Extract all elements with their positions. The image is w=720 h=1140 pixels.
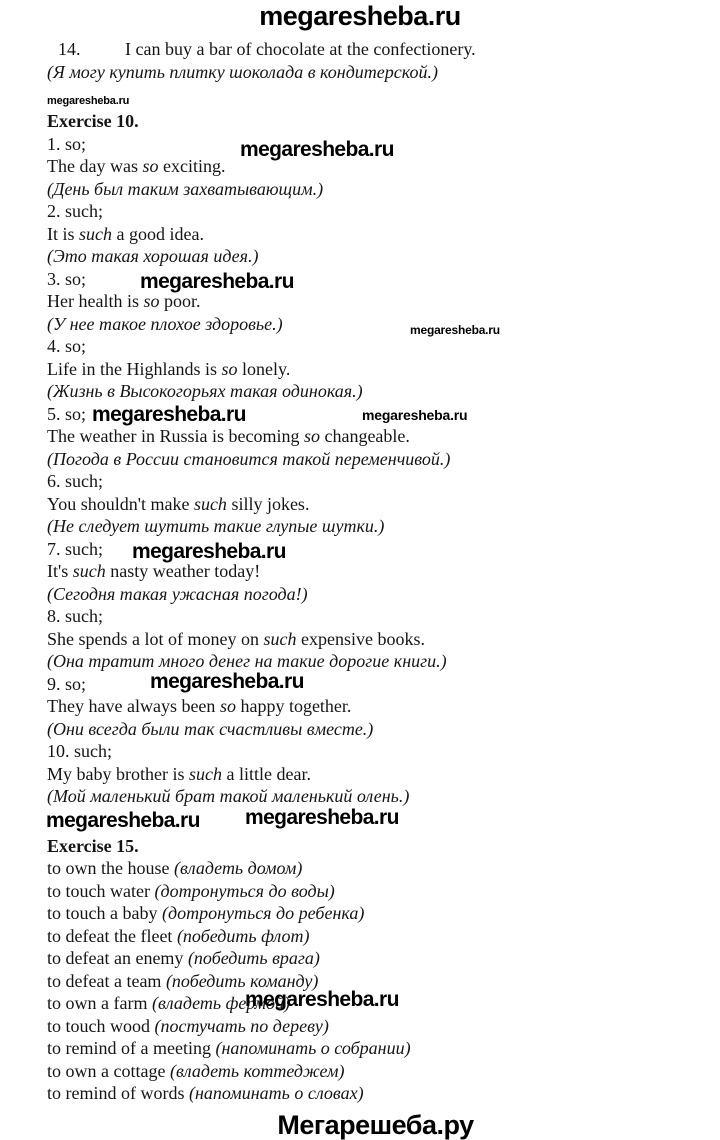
item-14-number: 14. <box>58 39 81 59</box>
phrase-translation: (напоминать о собрании) <box>215 1038 411 1058</box>
phrase-translation: (дотронуться до воды) <box>154 880 335 901</box>
sentence-post: poor. <box>159 291 201 311</box>
answer-number: 2. <box>47 201 61 221</box>
answer-number: 1. <box>47 133 61 154</box>
translation-line: (Погода в России становится такой переменчивой.) <box>47 448 451 469</box>
phrase-translation: (постучать по дереву) <box>154 1015 329 1036</box>
item-14-row <box>47 38 704 61</box>
sentence-line <box>47 358 704 381</box>
item-14-sentence: I can buy a bar of chocolate at the confectionery. <box>125 39 476 59</box>
phrase-line <box>47 1082 704 1105</box>
sentence-pre: It is <box>47 223 80 244</box>
sentence-line <box>47 425 704 448</box>
exercise-10-title: Exercise 10. <box>47 111 139 131</box>
phrase-translation: (победить команду) <box>165 970 319 991</box>
phrase-text: to own a cottage <box>47 1060 166 1081</box>
phrase-line <box>47 1037 704 1060</box>
answer-line <box>47 335 704 358</box>
answer-value: such; <box>65 538 103 559</box>
sentence-post: expensive books. <box>296 628 425 649</box>
watermark-logo: megaresheba.ru <box>362 407 468 423</box>
phrase-translation: (владеть домом) <box>173 858 303 878</box>
sentence-post: nasty weather today! <box>105 561 261 581</box>
answer-line <box>47 605 704 628</box>
translation-line: (Жизнь в Высокогорьях такая одинокая.) <box>47 381 363 401</box>
translation-line: (Не следует шутить такие глупые шутки.) <box>47 516 385 536</box>
sentence-post: a good idea. <box>112 223 204 244</box>
answer-line <box>47 470 704 493</box>
answer-line <box>47 740 704 763</box>
watermark-logo: megaresheba.ru <box>410 323 500 337</box>
sentence-line <box>47 223 704 246</box>
answer-value: so; <box>65 403 87 424</box>
watermark-logo: megaresheba.ru <box>240 138 394 161</box>
translation-line: (Она тратит много денег на такие дорогие книги.) <box>47 651 447 671</box>
phrase-translation: (победить врага) <box>187 948 320 968</box>
phrase-line <box>47 880 704 903</box>
sentence-line <box>47 695 704 718</box>
phrase-text: to own a farm <box>47 993 148 1013</box>
item-14-translation: (Я могу купить плитку шоколада в кондитерской.) <box>47 61 439 82</box>
sentence-post: silly jokes. <box>226 493 310 514</box>
sentence-pre: It's <box>47 561 73 581</box>
phrase-text: to remind of a meeting <box>47 1038 211 1058</box>
answer-value: such; <box>65 201 103 221</box>
sentence-line <box>47 290 704 313</box>
translation-line: (Они всегда были так счастливы вместе.) <box>47 718 374 739</box>
watermark-logo: megaresheba.ru <box>245 806 399 829</box>
answer-number: 4. <box>47 336 61 356</box>
document-content <box>0 38 720 1139</box>
translation-line: (День был таким захватывающим.) <box>47 178 324 199</box>
phrase-line <box>47 902 704 925</box>
emphasis-word: so <box>142 156 159 176</box>
phrase-translation: (дотронуться до ребенка) <box>161 903 365 923</box>
phrase-translation: (владеть коттеджем) <box>169 1060 345 1081</box>
sentence-pre: They have always been <box>47 696 220 716</box>
phrase-translation: (напоминать о словах) <box>188 1083 364 1103</box>
translation-line: (У нее такое плохое здоровье.) <box>47 313 283 334</box>
watermark-logo: megaresheba.ru <box>150 670 304 693</box>
answer-number: 10. <box>47 741 70 761</box>
phrase-line <box>47 925 704 948</box>
sentence-pre: The weather in Russia is becoming <box>47 426 304 446</box>
translation-line: (Сегодня такая ужасная погода!) <box>47 583 308 604</box>
phrase-text: to touch water <box>47 880 150 901</box>
phrase-text: to own the house <box>47 858 170 878</box>
answer-value: such; <box>65 471 103 491</box>
sentence-pre: The day was <box>47 156 143 176</box>
answer-number: 8. <box>47 606 61 626</box>
sentence-line <box>47 493 704 516</box>
phrase-text: to touch wood <box>47 1015 150 1036</box>
translation-line: (Это такая хорошая идея.) <box>47 246 259 266</box>
emphasis-word: such <box>193 493 227 514</box>
phrase-line <box>47 857 704 880</box>
phrase-translation: (победить флот) <box>176 925 310 946</box>
phrase-line <box>47 1060 704 1083</box>
watermark-logo: megaresheba.ru <box>47 95 130 107</box>
answer-value: so; <box>65 133 87 154</box>
phrase-line <box>47 1015 704 1038</box>
watermark-logo: megaresheba.ru <box>92 403 246 426</box>
sentence-line <box>47 628 704 651</box>
emphasis-word: so <box>303 426 320 446</box>
phrase-text: to defeat the fleet <box>47 925 173 946</box>
emphasis-word: such <box>79 223 113 244</box>
emphasis-word: so <box>143 291 160 311</box>
phrase-text: to remind of words <box>47 1083 185 1103</box>
answer-value: such; <box>74 741 112 761</box>
sentence-pre: My baby brother is <box>47 763 189 784</box>
sentence-post: exciting. <box>158 156 226 176</box>
answer-number: 6. <box>47 471 61 491</box>
emphasis-word: so <box>221 358 238 379</box>
answer-number: 3. <box>47 268 61 289</box>
sentence-pre: Life in the Highlands is <box>47 358 222 379</box>
site-logo-footer: Мегарешеба.ру <box>277 1109 474 1140</box>
answer-value: so; <box>65 336 87 356</box>
emphasis-word: such <box>72 561 106 581</box>
watermark-logo: megaresheba.ru <box>140 270 294 293</box>
translation-line: (Мой маленький брат такой маленький олень.) <box>47 786 410 806</box>
answer-line <box>47 200 704 223</box>
answer-number: 9. <box>47 673 61 694</box>
answer-number: 5. <box>47 403 61 424</box>
answer-line <box>47 670 704 696</box>
sentence-line <box>47 560 704 583</box>
watermark-logo: megaresheba.ru <box>132 540 286 563</box>
answer-value: so; <box>65 268 87 289</box>
exercise-15-title: Exercise 15. <box>47 835 139 856</box>
emphasis-word: such <box>188 763 222 784</box>
sentence-post: happy together. <box>235 696 352 716</box>
sentence-pre: She spends a lot of money on <box>47 628 264 649</box>
sentence-pre: Her health is <box>47 291 144 311</box>
emphasis-word: so <box>219 696 236 716</box>
watermark-logo: megaresheba.ru <box>46 809 200 832</box>
sentence-pre: You shouldn't make <box>47 493 194 514</box>
phrase-text: to defeat a team <box>47 970 162 991</box>
sentence-post: a little dear. <box>221 763 311 784</box>
sentence-post: changeable. <box>319 426 410 446</box>
sentence-post: lonely. <box>237 358 291 379</box>
answer-value: so; <box>65 673 87 694</box>
emphasis-word: such <box>263 628 297 649</box>
sentence-line <box>47 763 704 786</box>
phrase-text: to defeat an enemy <box>47 948 184 968</box>
phrase-text: to touch a baby <box>47 903 158 923</box>
phrase-translation: (владеть фермой) <box>151 993 290 1013</box>
answer-value: such; <box>65 606 103 626</box>
watermark-logo: megaresheba.ru <box>245 988 399 1011</box>
phrase-line <box>47 947 704 970</box>
answer-number: 7. <box>47 538 61 559</box>
site-logo-header: megaresheba.ru <box>259 1 461 31</box>
